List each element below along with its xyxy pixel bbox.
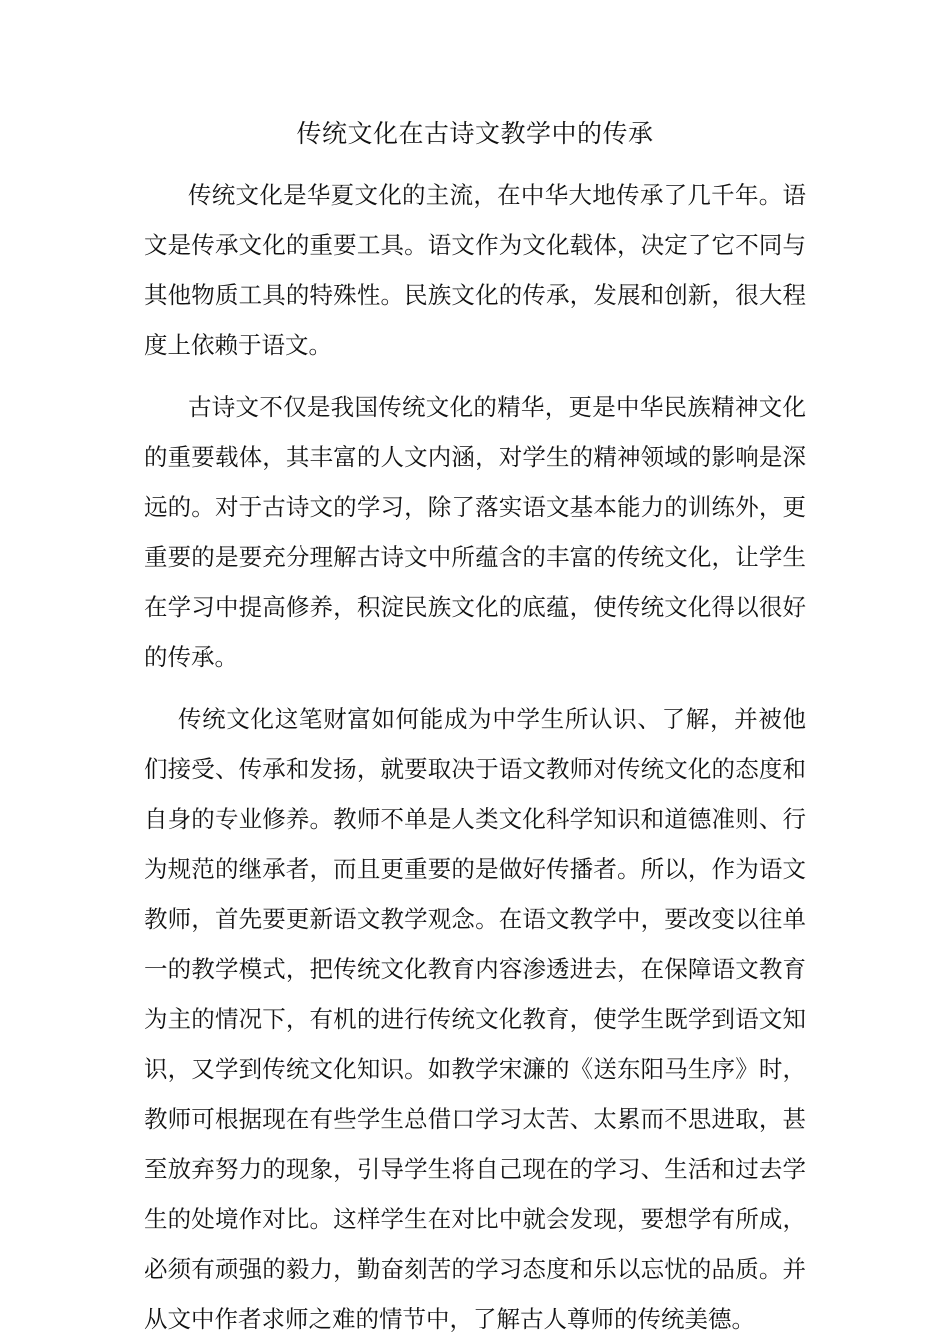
paragraph-3: 传统文化这笔财富如何能成为中学生所认识、了解，并被他们接受、传承和发扬，就要取决于语文教师对传统文化的态度和自身的专业修养。教师不单是人类文化科学知识和道德准则、行为规范的继承者，而且更重要的是做好传播者。所以，作为语文教师，首先要更新语文教学观念。在语文教学中，要改变以往单一的教学模式，把传统文化教育内容渗透进去，在保障语文教育为主的情况下，有机的进行传统文化教育，使学生既学到语文知识，又学到传统文化知识。如教学宋濂的《送东阳马生序》时，教师可根据现在有些学生总借口学习太苦、太累而不思进取，甚至放弃努力的现象，引导学生将自己现在的学习、生活和过去学生的处境作对比。这样学生在对比中就会发现，要想学有所成，必须有顽强的毅力，勤奋刻苦的学习态度和乐以忘忧的品质。并从文中作者求师之难的情节中，了解古人尊师的传统美德。 (144, 705, 806, 1333)
document-title: 传统文化在古诗文教学中的传承 (296, 119, 654, 148)
document-page (144, 110, 806, 1344)
paragraph-2: 古诗文不仅是我国传统文化的精华，更是中华民族精神文化的重要载体，其丰富的人文内涵，对学生的精神领域的影响是深远的。对于古诗文的学习，除了落实语文基本能力的训练外，更重要的是要充分理解古诗文中所蕴含的丰富的传统文化，让学生在学习中提高修养，积淀民族文化的底蕴，使传统文化得以很好的传承。 (144, 393, 806, 671)
paragraph-1: 传统文化是华夏文化的主流，在中华大地传承了几千年。语文是传承文化的重要工具。语文作为文化载体，决定了它不同与其他物质工具的特殊性。民族文化的传承，发展和创新，很大程度上依赖于语文。 (144, 181, 806, 359)
